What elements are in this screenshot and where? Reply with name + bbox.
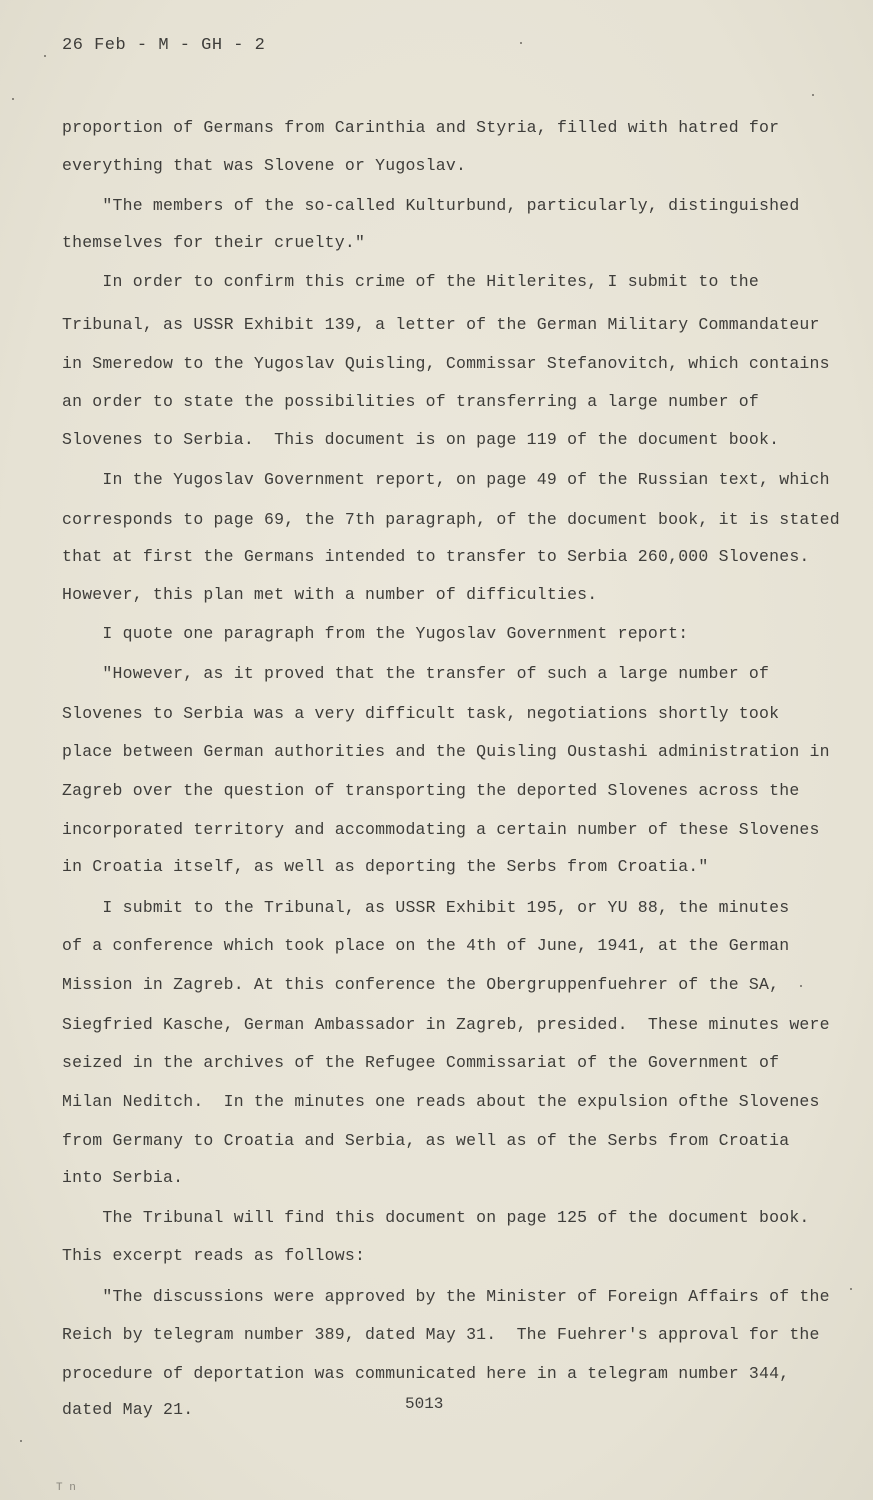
text-line: corresponds to page 69, the 7th paragraph, of the document book, it is stated (62, 510, 840, 529)
text-line: proportion of Germans from Carinthia and Styria, filled with hatred for (62, 118, 780, 137)
text-line: from Germany to Croatia and Serbia, as well as of the Serbs from Croatia (62, 1131, 790, 1150)
text-line: Mission in Zagreb. At this conference the Obergruppenfuehrer of the SA, (62, 975, 780, 994)
text-line: in Smeredow to the Yugoslav Quisling, Commissar Stefanovitch, which contains (62, 354, 830, 373)
scan-speck (812, 94, 814, 96)
text-line: dated May 21. (62, 1400, 194, 1419)
text-line: Milan Neditch. In the minutes one reads about the expulsion ofthe Slovenes (62, 1092, 820, 1111)
text-line: place between German authorities and the Quisling Oustashi administration in (62, 742, 830, 761)
text-line: Slovenes to Serbia. This document is on page 119 of the document book. (62, 430, 780, 449)
text-line: Reich by telegram number 389, dated May 31. The Fuehrer's approval for the (62, 1325, 820, 1344)
text-line: seized in the archives of the Refugee Commissariat of the Government of (62, 1053, 780, 1072)
text-line: In the Yugoslav Government report, on page 49 of the Russian text, which (62, 470, 830, 489)
page-number: 5013 (405, 1395, 444, 1413)
text-line: into Serbia. (62, 1168, 184, 1187)
text-line: that at first the Germans intended to transfer to Serbia 260,000 Slovenes. (62, 547, 810, 566)
text-line: I quote one paragraph from the Yugoslav Government report: (62, 624, 689, 643)
scan-speck (20, 1440, 22, 1442)
scan-speck (520, 42, 522, 44)
text-line: This excerpt reads as follows: (62, 1246, 366, 1265)
text-line: "However, as it proved that the transfer of such a large number of (62, 664, 770, 683)
text-line: everything that was Slovene or Yugoslav. (62, 156, 467, 175)
text-line: However, this plan met with a number of difficulties. (62, 585, 598, 604)
text-line: in Croatia itself, as well as deporting the Serbs from Croatia." (62, 857, 709, 876)
scan-speck (44, 55, 46, 57)
text-line: Zagreb over the question of transporting the deported Slovenes across the (62, 781, 800, 800)
scan-speck (850, 1288, 852, 1290)
text-line: "The discussions were approved by the Minister of Foreign Affairs of the (62, 1287, 830, 1306)
text-line: "The members of the so-called Kulturbund, particularly, distinguished (62, 196, 800, 215)
scan-speck (12, 98, 14, 100)
text-line: In order to confirm this crime of the Hitlerites, I submit to the (62, 272, 760, 291)
scan-speck (800, 985, 802, 987)
text-line: of a conference which took place on the 4th of June, 1941, at the German (62, 936, 790, 955)
text-line: incorporated territory and accommodating a certain number of these Slovenes (62, 820, 820, 839)
text-line: procedure of deportation was communicated here in a telegram number 344, (62, 1364, 790, 1383)
text-line: Tribunal, as USSR Exhibit 139, a letter of the German Military Commandateur (62, 315, 820, 334)
text-line: themselves for their cruelty." (62, 233, 366, 252)
footer-mark: T n (56, 1482, 76, 1494)
text-line: The Tribunal will find this document on page 125 of the document book. (62, 1208, 810, 1227)
text-line: Slovenes to Serbia was a very difficult task, negotiations shortly took (62, 704, 780, 723)
page-header: 26 Feb - M - GH - 2 (62, 36, 266, 55)
text-line: I submit to the Tribunal, as USSR Exhibit 195, or YU 88, the minutes (62, 898, 790, 917)
text-line: Siegfried Kasche, German Ambassador in Zagreb, presided. These minutes were (62, 1015, 830, 1034)
text-line: an order to state the possibilities of transferring a large number of (62, 392, 760, 411)
